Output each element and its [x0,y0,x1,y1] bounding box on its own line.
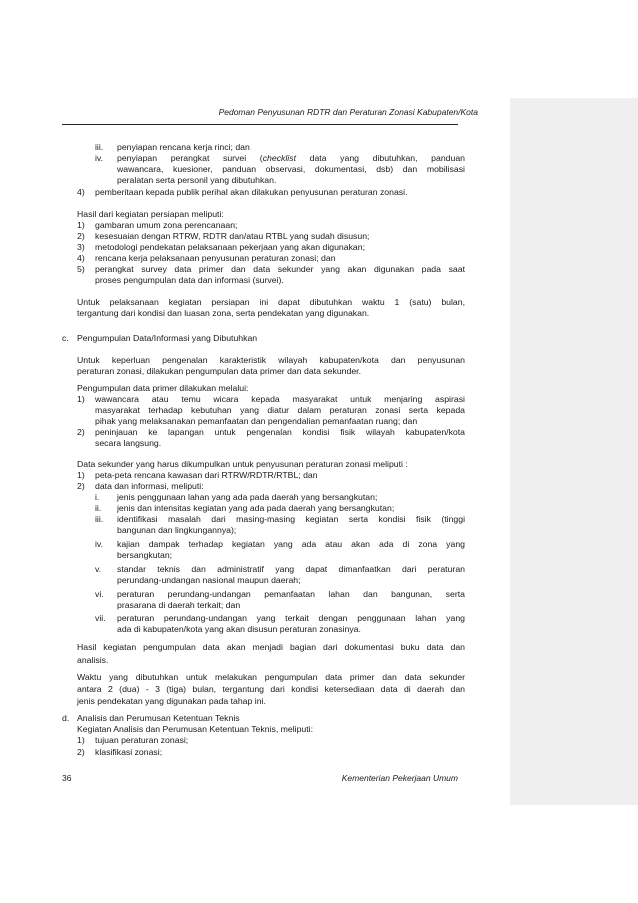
list-marker: v. [95,564,102,574]
paragraph: Kegiatan Analisis dan Perumusan Ketentuan Teknis, meliputi: [77,724,313,734]
list-item: identifikasi masalah dari masing-masing kegiatan serta kondisi fisik (tinggi [117,514,465,524]
list-marker: 4) [77,187,85,197]
paragraph: Waktu yang dibutuhkan untuk melakukan pengumpulan data primer dan data sekunder [77,672,465,682]
list-marker: 1) [77,735,85,745]
list-marker: 2) [77,427,85,437]
list-item: peta-peta rencana kawasan dari RTRW/RDTR/RTBL; dan [95,470,318,480]
list-marker: ii. [95,503,102,513]
list-item: jenis penggunaan lahan yang ada pada daerah yang bersangkutan; [117,492,378,502]
list-marker: 1) [77,394,85,404]
list-marker: vi. [95,589,104,599]
list-marker: i. [95,492,100,502]
list-item-continued: masyarakat terhadap kebutuhan yang diatur dalam peraturan zonasi serta kepada [95,405,465,415]
list-item-continued: perundang-undangan nasional maupun daerah; [117,575,301,585]
paragraph-continued: antara 2 (dua) - 3 (tiga) bulan, tergantung dari kondisi ketersediaan data di daerah dan [77,684,465,694]
list-item: penyiapan perangkat survei (checklist data yang dibutuhkan, panduan [117,153,465,163]
list-item: data dan informasi, meliputi: [95,481,204,491]
list-item: peraturan perundang-undangan yang terkait dengan penggunaan lahan yang [117,613,465,623]
list-item: peraturan perundang-undangan pemanfaatan lahan dan bangunan, serta [117,589,465,599]
paragraph-continued: tergantung dari kondisi dan luasan zona, serta pendekatan yang digunakan. [77,308,370,318]
section-heading: Analisis dan Perumusan Ketentuan Teknis [77,713,240,723]
paragraph-continued: jenis pendekatan yang digunakan pada tahap ini. [77,696,266,706]
list-item-continued: ada di kabupaten/kota yang akan disusun peraturan zonasinya. [117,624,361,634]
list-marker: 2) [77,231,85,241]
list-item-continued: secara langsung. [95,438,162,448]
list-item: wawancara atau temu wicara kepada masyarakat untuk menjaring aspirasi [95,394,465,404]
section-heading: Pengumpulan Data/Informasi yang Dibutuhkan [77,333,258,343]
section-marker: c. [62,333,69,343]
list-item: klasifikasi zonasi; [95,747,163,757]
paragraph: Hasil dari kegiatan persiapan meliputi: [77,209,224,219]
list-item-continued: peralatan serta personil yang dibutuhkan. [117,175,277,185]
list-item: metodologi pendekatan pelaksanaan pekerjaan yang akan digunakan; [95,242,366,252]
paragraph: Pengumpulan data primer dilakukan melalui: [77,383,249,393]
list-item: peninjauan ke lapangan untuk pengenalan kondisi fisik wilayah kabupaten/kota [95,427,465,437]
list-item-continued: prasarana di daerah terkait; dan [117,600,241,610]
list-item-continued: wawancara, kuesioner, panduan observasi, dokumentasi, dsb) dan mobilisasi [117,164,465,174]
list-item: perangkat survey data primer dan data sekunder yang akan digunakan pada saat [95,264,465,274]
page-header: Pedoman Penyusunan RDTR dan Peraturan Zonasi Kabupaten/Kota [218,107,478,117]
list-item: kajian dampak terhadap kegiatan yang ada atau akan ada di zona yang [117,539,465,549]
list-marker: 3) [77,242,85,252]
paragraph: Data sekunder yang harus dikumpulkan untuk penyusunan peraturan zonasi meliputi : [77,459,408,469]
paragraph: Hasil kegiatan pengumpulan data akan menjadi bagian dari dokumentasi buku data dan [77,642,465,652]
list-item: rencana kerja pelaksanaan penyusunan peraturan zonasi; dan [95,253,336,263]
list-item-continued: bangunan dan lingkungannya); [117,525,237,535]
list-item-continued: pihak yang melaksanakan pemanfaatan dan pengendalian pemanfaatan ruang; dan [95,416,418,426]
list-item: standar teknis dan administratif yang dapat dimanfaatkan dari peraturan [117,564,465,574]
list-marker: iii. [95,142,104,152]
list-item: penyiapan rencana kerja rinci; dan [117,142,250,152]
list-item-continued: proses pengumpulan data dan informasi (survei). [95,275,284,285]
list-item: tujuan peraturan zonasi; [95,735,189,745]
paragraph: Untuk keperluan pengenalan karakteristik wilayah kabupaten/kota dan penyusunan [77,355,465,365]
list-marker: 5) [77,264,85,274]
list-item-continued: bersangkutan; [117,550,173,560]
list-marker: 4) [77,253,85,263]
list-marker: 2) [77,747,85,757]
list-marker: iii. [95,514,104,524]
list-marker: iv. [95,539,104,549]
list-marker: 1) [77,220,85,230]
list-marker: 1) [77,470,85,480]
footer-publisher: Kementerian Pekerjaan Umum [341,773,458,783]
list-marker: 2) [77,481,85,491]
list-marker: vii. [95,613,106,623]
section-marker: d. [62,713,70,723]
page-number: 36 [62,773,72,783]
list-item: pemberitaan kepada publik perihal akan dilakukan penyusunan peraturan zonasi. [95,187,408,197]
list-item: gambaran umum zona perencanaan; [95,220,238,230]
list-item: kesesuaian dengan RTRW, RDTR dan/atau RTBL yang sudah disusun; [95,231,370,241]
list-item: jenis dan intensitas kegiatan yang ada pada daerah yang bersangkutan; [117,503,395,513]
paragraph-continued: peraturan zonasi, dilakukan pengumpulan data primer dan data sekunder. [77,366,361,376]
paragraph: Untuk pelaksanaan kegiatan persiapan ini dapat dibutuhkan waktu 1 (satu) bulan, [77,297,465,307]
list-marker: iv. [95,153,104,163]
paragraph-continued: analisis. [77,655,109,665]
